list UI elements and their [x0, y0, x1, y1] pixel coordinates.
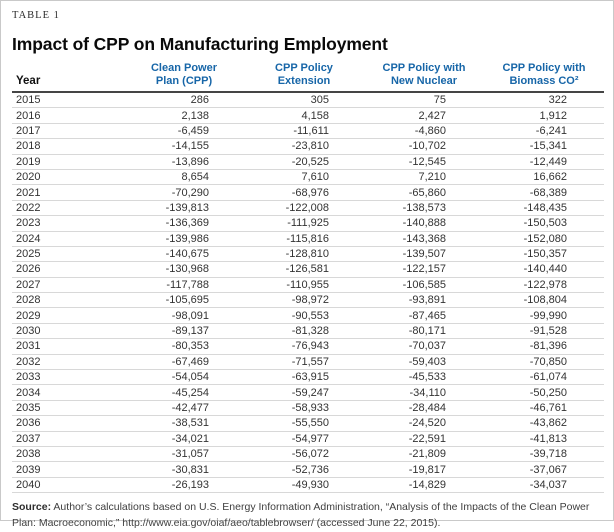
value-cell: -13,896	[124, 154, 244, 169]
table-row	[12, 123, 604, 138]
year-cell: 2037	[12, 431, 124, 446]
value-cell: -70,290	[124, 185, 244, 200]
value-cell: -41,813	[484, 431, 604, 446]
value-cell: 2,138	[124, 108, 244, 123]
value-cell: 2,427	[364, 108, 484, 123]
value-cell: -76,943	[244, 339, 364, 354]
source-label: Source:	[12, 501, 52, 514]
table-row	[12, 154, 604, 169]
value-cell: -80,171	[364, 323, 484, 338]
value-cell: -67,469	[124, 354, 244, 369]
year-cell: 2036	[12, 416, 124, 431]
value-cell: -138,573	[364, 200, 484, 215]
value-cell: -42,477	[124, 400, 244, 415]
value-cell: -117,788	[124, 277, 244, 292]
value-cell: -89,137	[124, 323, 244, 338]
value-cell: 322	[484, 92, 604, 108]
value-cell: -54,977	[244, 431, 364, 446]
year-cell: 2031	[12, 339, 124, 354]
col-header-line: CPP Policy with	[382, 62, 466, 74]
value-cell: -115,816	[244, 231, 364, 246]
value-cell: -15,341	[484, 139, 604, 154]
value-cell: -50,250	[484, 385, 604, 400]
year-cell: 2021	[12, 185, 124, 200]
table-row	[12, 231, 604, 246]
value-cell: -30,831	[124, 462, 244, 477]
value-cell: -126,581	[244, 262, 364, 277]
value-cell: -55,550	[244, 416, 364, 431]
value-cell: -59,403	[364, 354, 484, 369]
year-cell: 2019	[12, 154, 124, 169]
value-cell: -108,804	[484, 293, 604, 308]
value-cell: -14,155	[124, 139, 244, 154]
value-cell: -111,925	[244, 216, 364, 231]
value-cell: -34,037	[484, 477, 604, 492]
value-cell: -106,585	[364, 277, 484, 292]
value-cell: -71,557	[244, 354, 364, 369]
value-cell: -63,915	[244, 370, 364, 385]
value-cell: -152,080	[484, 231, 604, 246]
table-row	[12, 169, 604, 184]
table-row	[12, 462, 604, 477]
value-cell: -140,675	[124, 246, 244, 261]
value-cell: 7,610	[244, 169, 364, 184]
year-cell: 2029	[12, 308, 124, 323]
value-cell: -39,718	[484, 446, 604, 461]
table-row	[12, 92, 604, 108]
source-note	[12, 500, 598, 532]
col-header-line: CPP Policy	[275, 62, 333, 74]
value-cell: -128,810	[244, 246, 364, 261]
value-cell: -98,091	[124, 308, 244, 323]
table-row	[12, 277, 604, 292]
value-cell: -12,449	[484, 154, 604, 169]
table-row	[12, 446, 604, 461]
year-cell: 2030	[12, 323, 124, 338]
value-cell: -59,247	[244, 385, 364, 400]
table-row	[12, 477, 604, 492]
value-cell: 8,654	[124, 169, 244, 184]
value-cell: -70,850	[484, 354, 604, 369]
table-row	[12, 385, 604, 400]
value-cell: -6,459	[124, 123, 244, 138]
table-row	[12, 339, 604, 354]
table-row	[12, 200, 604, 215]
value-cell: -98,972	[244, 293, 364, 308]
year-cell: 2039	[12, 462, 124, 477]
year-cell: 2040	[12, 477, 124, 492]
year-cell: 2022	[12, 200, 124, 215]
col-header-line: Extension	[277, 74, 331, 87]
table-row	[12, 293, 604, 308]
value-cell: -26,193	[124, 477, 244, 492]
col-header-new-nuclear	[364, 62, 484, 92]
value-cell: -11,611	[244, 123, 364, 138]
value-cell: 1,912	[484, 108, 604, 123]
table-row	[12, 431, 604, 446]
value-cell: -68,976	[244, 185, 364, 200]
year-cell: 2023	[12, 216, 124, 231]
value-cell: -56,072	[244, 446, 364, 461]
col-header-line: CPP Policy with	[502, 62, 586, 74]
value-cell: -37,067	[484, 462, 604, 477]
value-cell: -139,507	[364, 246, 484, 261]
year-cell: 2017	[12, 123, 124, 138]
table-row	[12, 370, 604, 385]
value-cell: -80,353	[124, 339, 244, 354]
col-header-cpp	[124, 62, 244, 92]
value-cell: -105,695	[124, 293, 244, 308]
value-cell: -130,968	[124, 262, 244, 277]
value-cell: -52,736	[244, 462, 364, 477]
value-cell: -61,074	[484, 370, 604, 385]
table-row	[12, 246, 604, 261]
table-row	[12, 139, 604, 154]
value-cell: -122,008	[244, 200, 364, 215]
value-cell: -24,520	[364, 416, 484, 431]
value-cell: -122,978	[484, 277, 604, 292]
table-row	[12, 308, 604, 323]
table-kicker: TABLE 1	[12, 10, 60, 21]
year-cell: 2027	[12, 277, 124, 292]
year-cell: 2024	[12, 231, 124, 246]
value-cell: -58,933	[244, 400, 364, 415]
value-cell: -150,503	[484, 216, 604, 231]
value-cell: -54,054	[124, 370, 244, 385]
value-cell: -110,955	[244, 277, 364, 292]
value-cell: -68,389	[484, 185, 604, 200]
col-header-year: Year	[12, 62, 124, 92]
col-header-line: Biomass CO²	[509, 74, 579, 87]
header-row	[12, 62, 604, 92]
value-cell: -139,986	[124, 231, 244, 246]
table-row	[12, 400, 604, 415]
value-cell: -12,545	[364, 154, 484, 169]
value-cell: -81,328	[244, 323, 364, 338]
col-header-extension	[244, 62, 364, 92]
value-cell: -45,254	[124, 385, 244, 400]
table-row	[12, 185, 604, 200]
table-body	[12, 92, 604, 493]
value-cell: -23,810	[244, 139, 364, 154]
value-cell: -43,862	[484, 416, 604, 431]
year-cell: 2033	[12, 370, 124, 385]
year-cell: 2032	[12, 354, 124, 369]
value-cell: -20,525	[244, 154, 364, 169]
page-title: Impact of CPP on Manufacturing Employment	[12, 34, 388, 54]
table-row	[12, 216, 604, 231]
col-header-line: New Nuclear	[390, 74, 458, 87]
year-cell: 2025	[12, 246, 124, 261]
col-header-biomass-co2	[484, 62, 604, 92]
value-cell: -136,369	[124, 216, 244, 231]
value-cell: -65,860	[364, 185, 484, 200]
value-cell: -21,809	[364, 446, 484, 461]
year-cell: 2035	[12, 400, 124, 415]
value-cell: -87,465	[364, 308, 484, 323]
value-cell: -90,553	[244, 308, 364, 323]
value-cell: -139,813	[124, 200, 244, 215]
table-row	[12, 108, 604, 123]
value-cell: -31,057	[124, 446, 244, 461]
value-cell: -45,533	[364, 370, 484, 385]
year-cell: 2020	[12, 169, 124, 184]
value-cell: -122,157	[364, 262, 484, 277]
value-cell: 305	[244, 92, 364, 108]
col-header-line: Plan (CPP)	[155, 74, 213, 87]
value-cell: 7,210	[364, 169, 484, 184]
table-row	[12, 262, 604, 277]
report-page	[1, 1, 613, 532]
value-cell: -99,990	[484, 308, 604, 323]
year-cell: 2028	[12, 293, 124, 308]
table-row	[12, 323, 604, 338]
year-cell: 2015	[12, 92, 124, 108]
source-text: Author’s calculations based on U.S. Energy Information Administration, “Analysis of the Impacts of the Clean Power Plan: Macroeconomic,” http://www.eia.gov/oiaf/aeo/tablebrowser/ (accessed June 22, 2015).	[12, 501, 590, 529]
value-cell: -34,021	[124, 431, 244, 446]
value-cell: -148,435	[484, 200, 604, 215]
value-cell: -14,829	[364, 477, 484, 492]
value-cell: -34,110	[364, 385, 484, 400]
value-cell: -140,888	[364, 216, 484, 231]
table-row	[12, 416, 604, 431]
value-cell: -150,357	[484, 246, 604, 261]
employment-table	[12, 62, 604, 493]
value-cell: 4,158	[244, 108, 364, 123]
value-cell: -38,531	[124, 416, 244, 431]
year-cell: 2038	[12, 446, 124, 461]
value-cell: -140,440	[484, 262, 604, 277]
value-cell: 16,662	[484, 169, 604, 184]
value-cell: -81,396	[484, 339, 604, 354]
value-cell: -143,368	[364, 231, 484, 246]
year-cell: 2018	[12, 139, 124, 154]
value-cell: -28,484	[364, 400, 484, 415]
value-cell: -4,860	[364, 123, 484, 138]
value-cell: -93,891	[364, 293, 484, 308]
value-cell: -91,528	[484, 323, 604, 338]
value-cell: -46,761	[484, 400, 604, 415]
value-cell: -6,241	[484, 123, 604, 138]
value-cell: -70,037	[364, 339, 484, 354]
table-row	[12, 354, 604, 369]
value-cell: 286	[124, 92, 244, 108]
value-cell: -10,702	[364, 139, 484, 154]
value-cell: -19,817	[364, 462, 484, 477]
value-cell: -22,591	[364, 431, 484, 446]
year-cell: 2016	[12, 108, 124, 123]
year-cell: 2026	[12, 262, 124, 277]
value-cell: 75	[364, 92, 484, 108]
value-cell: -49,930	[244, 477, 364, 492]
year-cell: 2034	[12, 385, 124, 400]
col-header-line: Clean Power	[150, 62, 218, 74]
